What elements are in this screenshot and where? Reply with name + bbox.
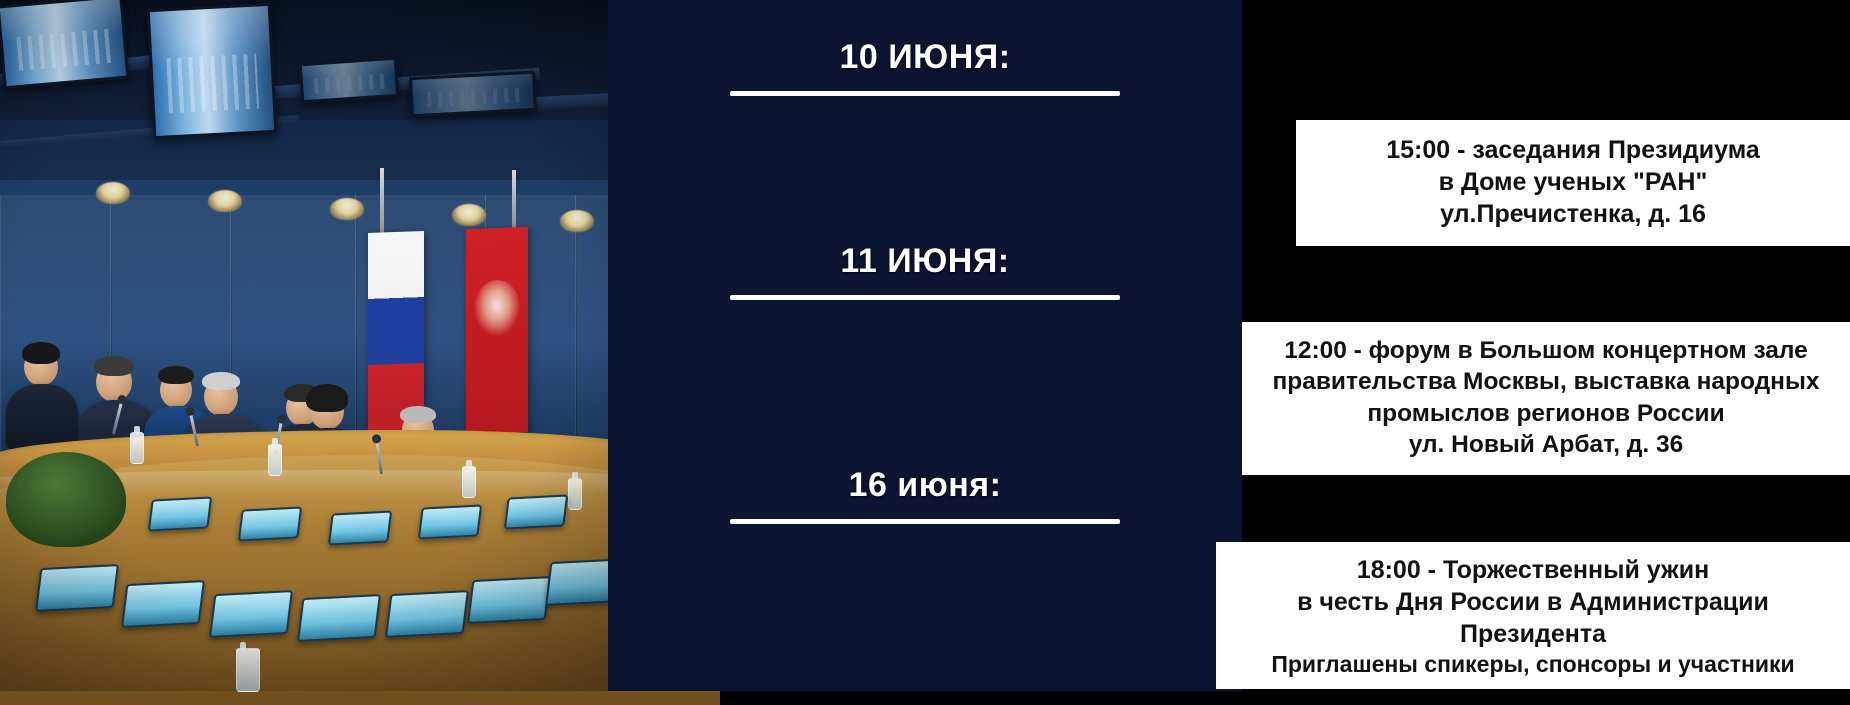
ceiling-light (330, 198, 364, 220)
attendee-hair (158, 366, 194, 384)
overhead-monitor (0, 0, 129, 89)
schedule-line: промыслов регионов России (1367, 399, 1725, 427)
schedule-block-june-16 (1216, 542, 1850, 689)
schedule-line: правительства Москвы, выставка народных (1272, 368, 1820, 396)
schedule-line: 15:00 - заседания Президиума (1386, 136, 1760, 164)
schedule-block-june-10 (1296, 120, 1850, 246)
schedule-panel (608, 0, 1820, 691)
heading-underline (730, 519, 1120, 524)
water-bottle (568, 478, 582, 510)
schedule-heading-june-10 (608, 38, 1242, 96)
desk-monitor (148, 496, 212, 531)
moscow-emblem (474, 279, 520, 337)
russian-flag (368, 231, 424, 433)
schedule-heading-june-16 (608, 466, 1242, 524)
decorative-plant (6, 452, 126, 547)
flag-pole (380, 168, 384, 238)
overhead-monitor (147, 3, 278, 139)
schedule-line: в Доме ученых "РАН" (1438, 168, 1708, 196)
schedule-line: ул.Пречистенка, д. 16 (1440, 200, 1706, 228)
ceiling-light (452, 204, 486, 226)
desk-monitor (467, 576, 551, 624)
heading-text: 10 ИЮНЯ: (839, 38, 1011, 76)
conference-hall-photo (0, 0, 660, 691)
water-bottle (236, 648, 260, 692)
schedule-note: Приглашены спикеры, спонсоры и участники (1271, 651, 1795, 677)
desk-monitor (504, 494, 568, 529)
heading-underline (730, 295, 1120, 300)
ceiling-light (96, 182, 130, 204)
schedule-line: в честь Дня России в Администрации (1297, 588, 1769, 616)
schedule-line: ул. Новый Арбат, д. 36 (1408, 431, 1684, 459)
schedule-line: Президента (1460, 620, 1606, 648)
desk-monitor (121, 580, 205, 628)
desk-monitor (385, 590, 469, 638)
desk-monitor (328, 510, 392, 545)
desk-monitor (418, 504, 482, 539)
water-bottle (462, 466, 476, 498)
attendee-hair (94, 356, 134, 376)
attendee-hair (400, 406, 436, 423)
moscow-flag (466, 227, 528, 434)
heading-underline (730, 91, 1120, 96)
schedule-heading-june-11 (608, 242, 1242, 300)
schedule-line: 12:00 - форум в Большом концертном зале (1284, 337, 1808, 364)
water-bottle (130, 432, 144, 464)
desk-monitor (209, 590, 293, 638)
speaker-hair (202, 372, 240, 390)
ceiling-light (560, 210, 594, 232)
attendee-hair (22, 342, 60, 364)
overhead-monitor (299, 57, 400, 104)
schedule-block-june-11 (1242, 322, 1850, 475)
overhead-monitor (409, 71, 537, 118)
ceiling-light (208, 190, 242, 212)
desk-monitor (238, 506, 302, 541)
desk-monitor (35, 564, 119, 612)
heading-text: 11 ИЮНЯ: (840, 242, 1010, 280)
desk-monitor (297, 594, 381, 642)
attendee-body (6, 384, 78, 450)
schedule-line: 18:00 - Торжественный ужин (1356, 556, 1710, 584)
flag-pole (512, 170, 516, 230)
water-bottle (268, 444, 282, 476)
attendee-hair (306, 384, 348, 412)
heading-text: 16 июня: (848, 466, 1002, 504)
